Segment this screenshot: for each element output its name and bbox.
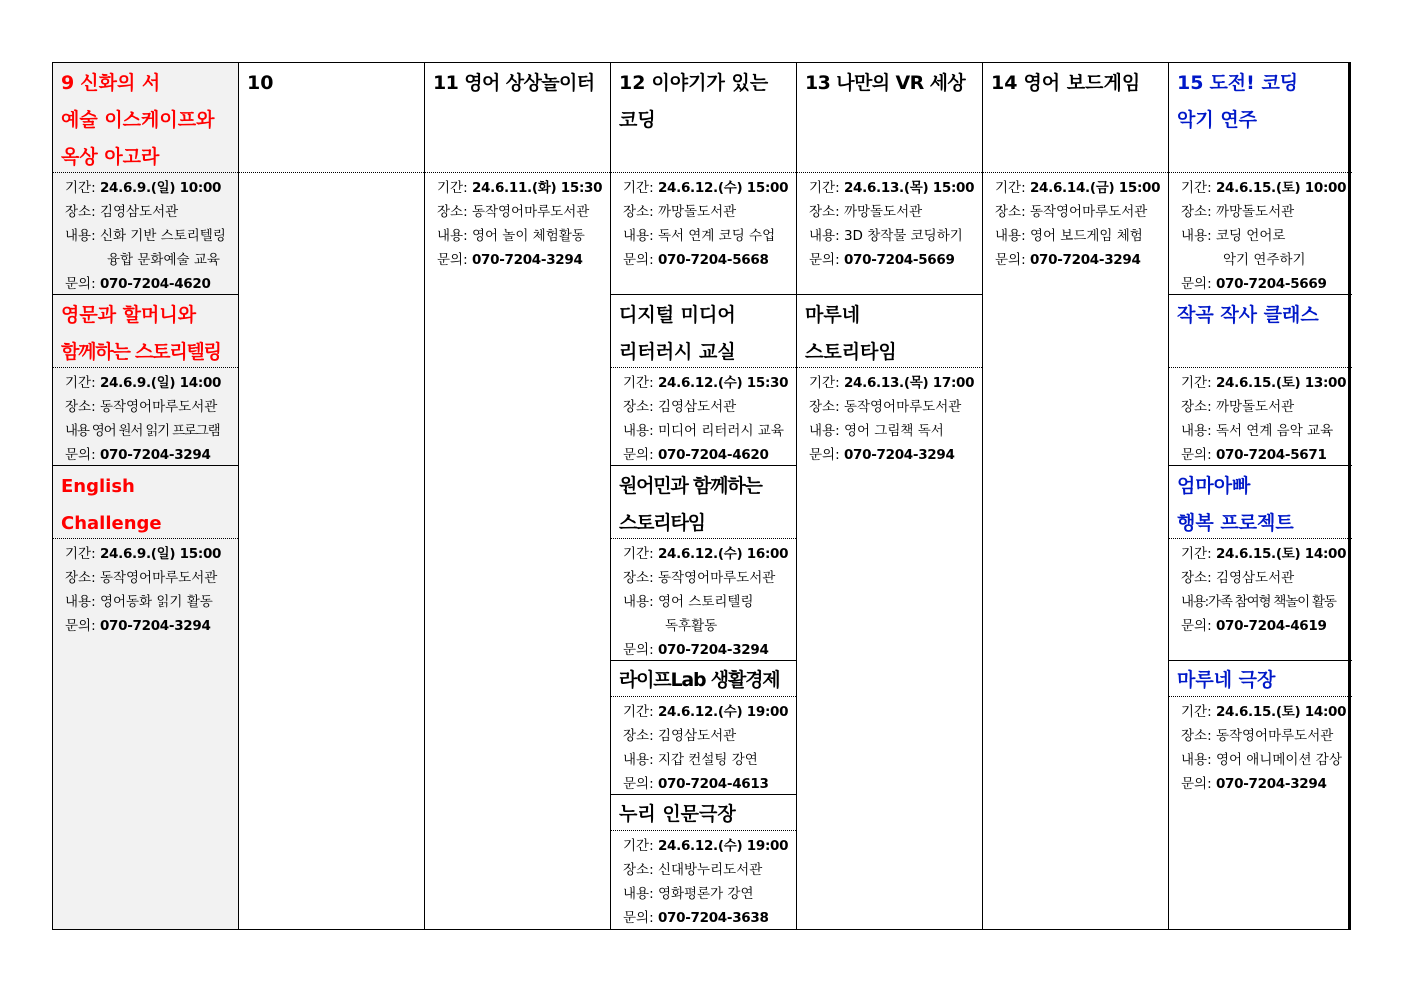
event-details: 기간: 24.6.14.(금) 15:00 장소: 동작영어마루도서관 내용: 영어 보드게임 체험 문의: 070-7204-3294	[995, 180, 1161, 268]
event-details: 기간: 24.6.12.(수) 15:00 장소: 까망돌도서관 내용: 독서 연계 코딩 수업 문의: 070-7204-5668	[623, 180, 789, 268]
event-details: 기간: 24.6.11.(화) 15:30 장소: 동작영어마루도서관 내용: 영어 놀이 체험활동 문의: 070-7204-3294	[437, 180, 603, 268]
day-column-11	[425, 63, 611, 929]
event-details: 기간: 24.6.12.(수) 16:00 장소: 동작영어마루도서관 내용: 영어 스토리텔링 독후활동 문의: 070-7204-3294	[623, 546, 789, 658]
day-column-10	[239, 63, 425, 929]
event-card[interactable]	[1169, 466, 1352, 661]
day-column-15	[1169, 63, 1352, 929]
event-details: 기간: 24.6.9.(일) 10:00 장소: 김영삼도서관 내용: 신화 기반 스토리텔링 융합 문화예술 교육 문의: 070-7204-4620	[65, 180, 226, 292]
event-card[interactable]	[611, 466, 796, 661]
event-details: 기간: 24.6.12.(수) 19:00 장소: 신대방누리도서관 내용: 영화평론가 강연 문의: 070-7204-3638	[623, 838, 789, 926]
event-details: 기간: 24.6.9.(일) 15:00 장소: 동작영어마루도서관 내용: 영어동화 읽기 활동 문의: 070-7204-3294	[65, 546, 222, 634]
event-card[interactable]	[983, 63, 1168, 274]
event-card[interactable]	[797, 295, 982, 469]
event-card[interactable]	[1169, 63, 1352, 295]
event-details: 기간: 24.6.15.(토) 10:00 장소: 까망돌도서관 내용: 코딩 언어로 악기 연주하기 문의: 070-7204-5669	[1181, 180, 1347, 292]
event-details: 기간: 24.6.12.(수) 19:00 장소: 김영삼도서관 내용: 지갑 컨설팅 강연 문의: 070-7204-4613	[623, 704, 789, 792]
event-title: English Challenge	[53, 466, 238, 539]
event-title: 마루네 스토리타임	[797, 295, 982, 368]
event-card[interactable]	[53, 295, 238, 466]
event-title: 디지털 미디어 리터러시 교실	[611, 295, 796, 368]
event-card[interactable]	[611, 795, 796, 929]
event-details: 기간: 24.6.12.(수) 15:30 장소: 김영삼도서관 내용: 미디어 리터러시 교육 문의: 070-7204-4620	[623, 375, 789, 463]
event-details: 기간: 24.6.15.(토) 14:00 장소: 동작영어마루도서관 내용: 영어 애니메이션 감상 문의: 070-7204-3294	[1181, 704, 1347, 792]
event-details: 기간: 24.6.15.(토) 13:00 장소: 까망돌도서관 내용: 독서 연계 음악 교육 문의: 070-7204-5671	[1181, 375, 1347, 463]
event-card[interactable]	[797, 63, 982, 295]
event-card[interactable]	[425, 63, 610, 274]
day-column-12	[611, 63, 797, 929]
event-card[interactable]	[53, 466, 238, 640]
event-title: 영문과 할머니와 함께하는 스토리텔링	[53, 295, 238, 368]
event-title: 15 도전! 코딩 악기 연주	[1169, 63, 1352, 173]
day-number: 10	[239, 63, 424, 173]
day-header	[239, 63, 424, 173]
event-card[interactable]	[53, 63, 238, 295]
event-details: 기간: 24.6.13.(목) 17:00 장소: 동작영어마루도서관 내용: 영어 그림책 독서 문의: 070-7204-3294	[809, 375, 975, 463]
event-details: 기간: 24.6.15.(토) 14:00 장소: 김영삼도서관 내용:가족 참여형 책놀이 활동 문의: 070-7204-4619	[1181, 546, 1347, 634]
event-card[interactable]	[611, 295, 796, 466]
event-card[interactable]	[1169, 661, 1352, 798]
day-column-13	[797, 63, 983, 929]
program-calendar	[52, 62, 1351, 930]
event-title: 작곡 작사 클래스	[1169, 295, 1352, 368]
event-title: 13 나만의 VR 세상	[797, 63, 982, 173]
event-title: 누리 인문극장	[611, 795, 796, 831]
event-title: 엄마아빠 행복 프로젝트	[1169, 466, 1352, 539]
event-details: 기간: 24.6.13.(목) 15:00 장소: 까망돌도서관 내용: 3D 창작물 코딩하기 문의: 070-7204-5669	[809, 180, 975, 268]
day-column-14	[983, 63, 1169, 929]
event-card[interactable]	[611, 63, 796, 295]
event-details: 기간: 24.6.9.(일) 14:00 장소: 동작영어마루도서관 내용 영어 원서 읽기 프로그램 문의: 070-7204-3294	[65, 375, 222, 463]
event-title: 라이프Lab 생활경제	[611, 661, 796, 697]
event-card[interactable]	[611, 661, 796, 795]
event-title: 12 이야기가 있는 코딩	[611, 63, 796, 173]
event-title: 마루네 극장	[1169, 661, 1352, 697]
event-title: 11 영어 상상놀이터	[425, 63, 610, 173]
event-title: 9 신화의 서 예술 이스케이프와 옥상 아고라	[53, 63, 238, 173]
day-column-9	[53, 63, 239, 929]
event-title: 원어민과 함께하는 스토리타임	[611, 466, 796, 539]
event-card[interactable]	[1169, 295, 1352, 466]
event-title: 14 영어 보드게임	[983, 63, 1168, 173]
